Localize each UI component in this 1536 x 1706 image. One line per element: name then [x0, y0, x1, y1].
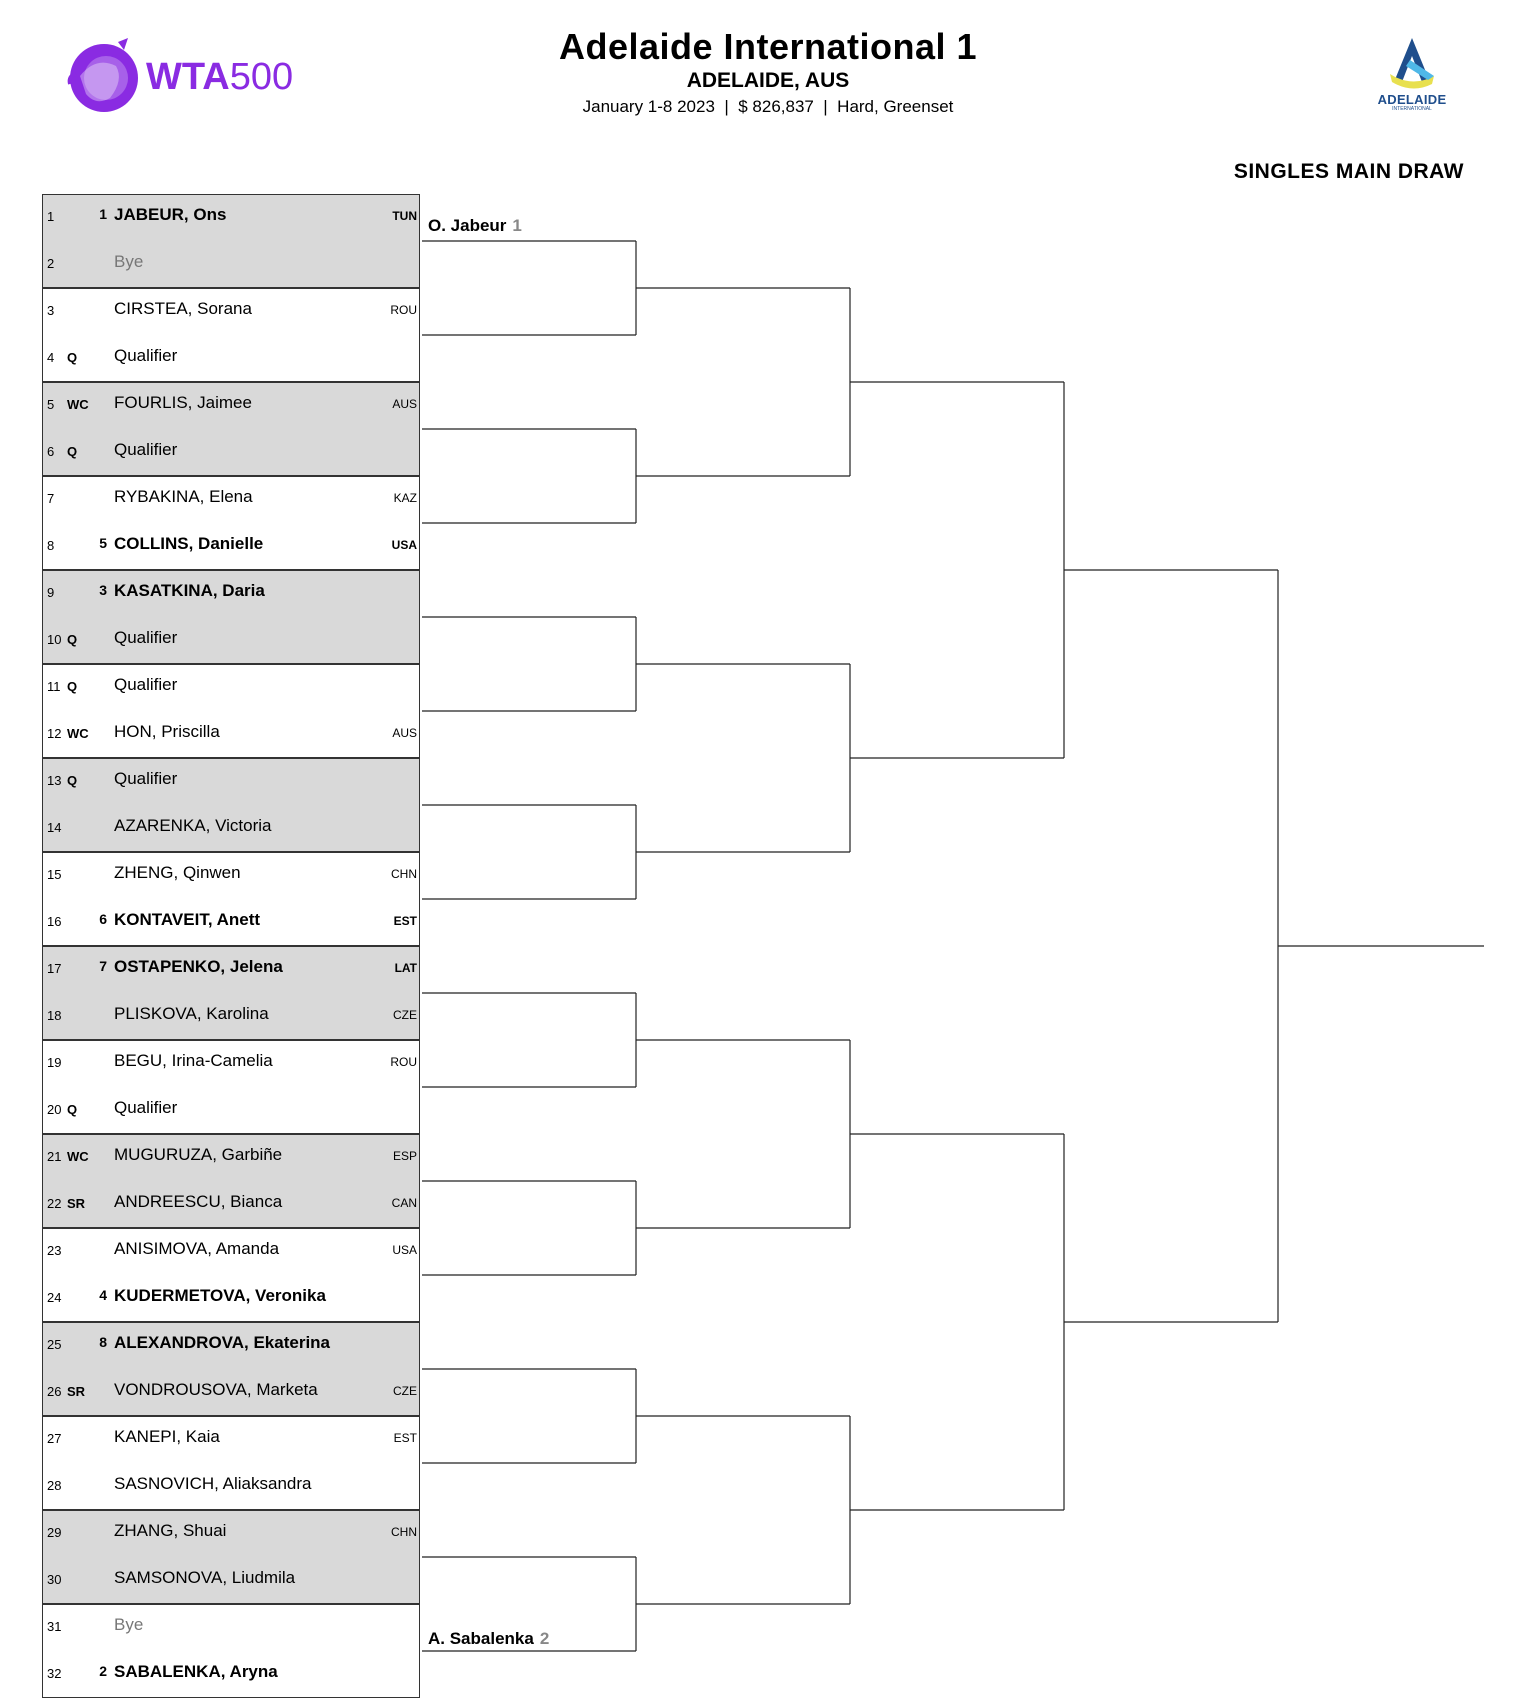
- player-name: SABALENKA, Aryna: [114, 1662, 278, 1681]
- player-nationality: CHN: [391, 1525, 417, 1539]
- advancer-name: O. Jabeur: [428, 216, 507, 235]
- seed-number: 5: [99, 535, 107, 551]
- entry-status: WC: [67, 397, 89, 412]
- draw-position: 27: [47, 1431, 62, 1446]
- player-name: MUGURUZA, Garbiñe: [114, 1145, 283, 1164]
- entry-status: Q: [67, 1102, 78, 1117]
- draw-position: 30: [47, 1572, 62, 1587]
- draw-position: 23: [47, 1243, 62, 1258]
- entry-status: Q: [67, 632, 78, 647]
- draw-position: 14: [47, 820, 62, 835]
- tournament-location: ADELAIDE, AUS: [686, 69, 850, 92]
- player-name: CIRSTEA, Sorana: [114, 299, 252, 318]
- player-name: OSTAPENKO, Jelena: [114, 957, 283, 976]
- player-name: KANEPI, Kaia: [114, 1427, 220, 1446]
- player-name: SAMSONOVA, Liudmila: [114, 1568, 296, 1587]
- player-nationality: USA: [391, 538, 417, 552]
- player-nationality: AUS: [392, 726, 417, 740]
- draw-position: 15: [47, 867, 62, 882]
- player-name: Qualifier: [114, 675, 178, 694]
- player-name: BEGU, Irina-Camelia: [114, 1051, 273, 1070]
- player-name: AZARENKA, Victoria: [114, 816, 272, 835]
- player-name: Bye: [114, 252, 144, 271]
- draw-position: 26: [47, 1384, 62, 1399]
- entry-status: Q: [67, 773, 78, 788]
- player-name: PLISKOVA, Karolina: [114, 1004, 269, 1023]
- player-name: RYBAKINA, Elena: [114, 487, 253, 506]
- wta500-wordmark: WTA500: [146, 56, 294, 98]
- advancer-top: [428, 216, 522, 236]
- draw-position: 11: [47, 679, 61, 694]
- draw-position: 13: [47, 773, 62, 788]
- draw-position: 9: [47, 585, 55, 600]
- player-name: Qualifier: [114, 1098, 178, 1117]
- entry-status: SR: [67, 1384, 86, 1399]
- player-nationality: CZE: [393, 1384, 417, 1398]
- draw-position: 19: [47, 1055, 62, 1070]
- seed-number: 2: [99, 1663, 107, 1679]
- draw-position: 29: [47, 1525, 62, 1540]
- entry-status: Q: [67, 679, 78, 694]
- player-name: Qualifier: [114, 440, 178, 459]
- draw-position: 12: [47, 726, 62, 741]
- player-nationality: ROU: [390, 1055, 417, 1069]
- draw-position: 1: [47, 209, 55, 224]
- draw-position: 32: [47, 1666, 62, 1681]
- draw-position: 7: [47, 491, 55, 506]
- player-name: ZHANG, Shuai: [114, 1521, 227, 1540]
- advancer-seed: 1: [512, 216, 522, 235]
- player-nationality: CZE: [393, 1008, 417, 1022]
- adelaide-subtitle: INTERNATIONAL: [1392, 106, 1432, 112]
- draw-position: 24: [47, 1290, 62, 1305]
- draw-position: 5: [47, 397, 55, 412]
- player-nationality: EST: [393, 914, 417, 928]
- player-name: Qualifier: [114, 628, 178, 647]
- advancer-name: A. Sabalenka: [428, 1629, 534, 1648]
- draw-position: 21: [47, 1149, 62, 1164]
- player-name: VONDROUSOVA, Marketa: [114, 1380, 318, 1399]
- player-nationality: TUN: [392, 209, 417, 223]
- draw-position: 2: [47, 256, 55, 271]
- draw-position: 8: [47, 538, 55, 553]
- entry-status: SR: [67, 1196, 86, 1211]
- advancer-seed: 2: [539, 1629, 550, 1648]
- seed-number: 6: [99, 911, 107, 927]
- draw-position: 10: [47, 632, 62, 647]
- entry-status: Q: [67, 444, 78, 459]
- seed-number: 3: [99, 582, 107, 598]
- player-nationality: ROU: [390, 303, 417, 317]
- player-name: KUDERMETOVA, Veronika: [114, 1286, 326, 1305]
- player-nationality: LAT: [394, 961, 417, 975]
- player-name: ZHENG, Qinwen: [114, 863, 241, 882]
- draw-position: 22: [47, 1196, 62, 1211]
- player-nationality: KAZ: [393, 491, 417, 505]
- seed-number: 4: [99, 1287, 107, 1303]
- player-nationality: USA: [392, 1243, 417, 1257]
- draw-position: 31: [47, 1619, 62, 1634]
- tournament-title: Adelaide International 1: [558, 26, 978, 67]
- seed-number: 7: [99, 958, 107, 974]
- player-name: KONTAVEIT, Anett: [114, 910, 261, 929]
- player-nationality: CHN: [391, 867, 417, 881]
- player-name: COLLINS, Danielle: [114, 534, 264, 553]
- player-name: Bye: [114, 1615, 144, 1634]
- draw-position: 20: [47, 1102, 62, 1117]
- draw-position: 4: [47, 350, 55, 365]
- entry-status: WC: [67, 726, 89, 741]
- draw-position: 6: [47, 444, 55, 459]
- player-nationality: EST: [393, 1431, 417, 1445]
- draw-position: 17: [47, 961, 62, 976]
- seed-number: 1: [99, 206, 107, 222]
- entry-status: Q: [67, 350, 78, 365]
- adelaide-wordmark: ADELAIDE: [1377, 92, 1447, 107]
- seed-number: 8: [99, 1334, 107, 1350]
- player-name: KASATKINA, Daria: [114, 581, 265, 600]
- player-nationality: AUS: [392, 397, 417, 411]
- player-name: HON, Priscilla: [114, 722, 220, 741]
- player-name: ANDREESCU, Bianca: [114, 1192, 283, 1211]
- draw-position: 16: [47, 914, 62, 929]
- player-name: JABEUR, Ons: [114, 205, 227, 224]
- tournament-details: January 1-8 2023 | $ 826,837 | Hard, Greenset: [582, 97, 954, 116]
- advancer-bottom: [428, 1629, 549, 1649]
- player-name: ANISIMOVA, Amanda: [114, 1239, 280, 1258]
- draw-position: 18: [47, 1008, 62, 1023]
- draw-label: SINGLES MAIN DRAW: [1233, 160, 1464, 183]
- draw-position: 25: [47, 1337, 62, 1352]
- draw-position: 28: [47, 1478, 62, 1493]
- player-nationality: CAN: [391, 1196, 417, 1210]
- player-name: Qualifier: [114, 769, 178, 788]
- player-name: ALEXANDROVA, Ekaterina: [114, 1333, 331, 1352]
- player-name: FOURLIS, Jaimee: [114, 393, 252, 412]
- entry-status: WC: [67, 1149, 89, 1164]
- player-nationality: ESP: [392, 1149, 417, 1163]
- player-name: SASNOVICH, Aliaksandra: [114, 1474, 312, 1493]
- player-name: Qualifier: [114, 346, 178, 365]
- draw-position: 3: [47, 303, 55, 318]
